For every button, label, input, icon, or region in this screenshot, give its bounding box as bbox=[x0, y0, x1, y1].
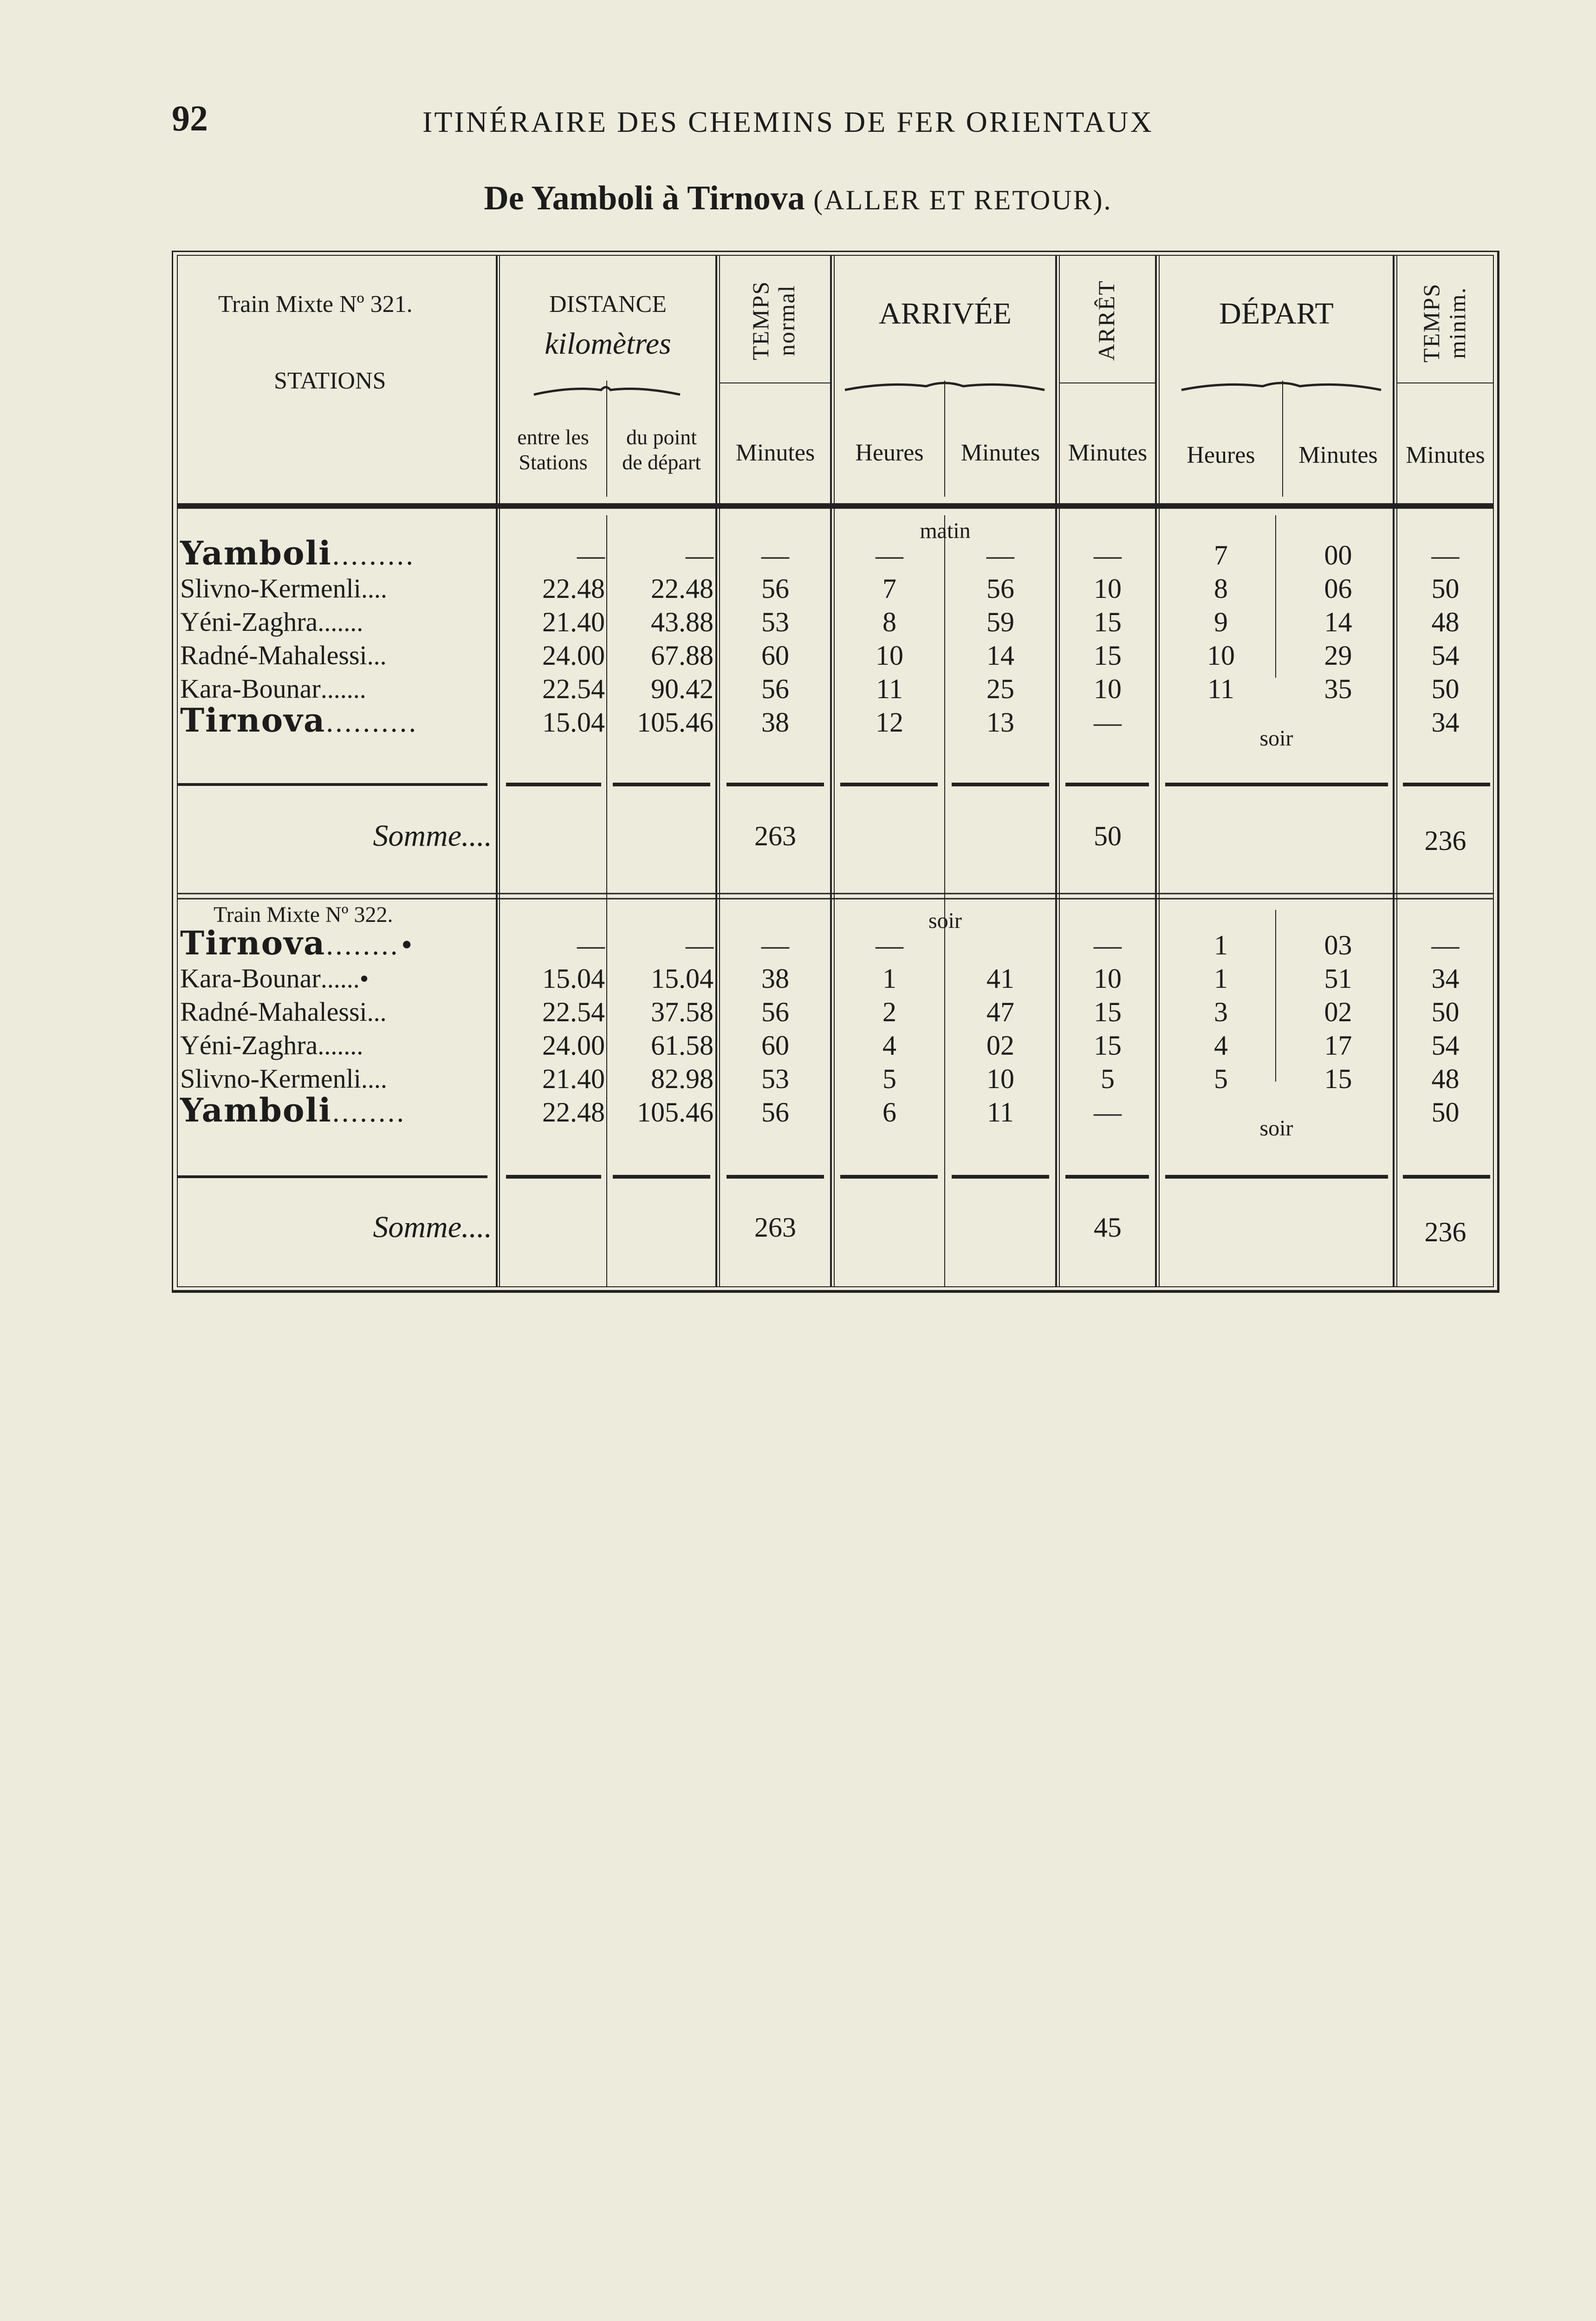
cell-arr-m: 59 bbox=[986, 607, 1014, 637]
cell-arr-m: 02 bbox=[986, 1030, 1014, 1061]
cell-entre: 15.04 bbox=[542, 707, 605, 738]
page-number: 92 bbox=[172, 98, 208, 138]
cell-temps-normal: 53 bbox=[761, 607, 789, 637]
train-321-somme-label: Somme.... bbox=[373, 819, 492, 853]
running-head: ITINÉRAIRE DES CHEMINS DE FER ORIENTAUX bbox=[422, 105, 1154, 138]
temps-normal-minutes-header: Minutes bbox=[735, 440, 815, 466]
cell-arret: — bbox=[1094, 707, 1122, 738]
cell-depuis: 105.46 bbox=[637, 1097, 714, 1128]
station-name: Slivno-Kermenli.... bbox=[180, 573, 387, 603]
cell-temps-normal: 60 bbox=[761, 1030, 789, 1061]
train-321-matin-note: matin bbox=[920, 519, 971, 543]
cell-arr-m: 14 bbox=[986, 640, 1014, 671]
cell-arr-m: 25 bbox=[986, 674, 1014, 704]
cell-arr-h: — bbox=[876, 930, 903, 960]
cell-dep-m: 06 bbox=[1324, 573, 1352, 604]
cell-arr-m: 13 bbox=[986, 707, 1014, 738]
train-321-soir-note: soir bbox=[1259, 726, 1293, 751]
cell-arr-m: — bbox=[986, 540, 1014, 571]
depart-header: DÉPART bbox=[1219, 297, 1334, 331]
arrivee-heures-header: Heures bbox=[855, 440, 924, 466]
train-322-somme-temps-minim: 236 bbox=[1424, 1217, 1466, 1247]
temps-normal-header: TEMPS normal bbox=[747, 280, 799, 360]
timetable bbox=[172, 251, 1499, 1293]
cell-arret: — bbox=[1094, 540, 1122, 571]
cell-arr-m: 47 bbox=[986, 997, 1014, 1027]
train-321-somme-temps-normal: 263 bbox=[754, 821, 796, 851]
cell-temps-normal: 56 bbox=[761, 573, 789, 604]
cell-entre: 24.00 bbox=[542, 640, 605, 671]
cell-dep-m: 17 bbox=[1324, 1030, 1352, 1061]
cell-temps-normal: 38 bbox=[761, 963, 789, 994]
section-title-main: De Yamboli à Tirnova bbox=[484, 179, 805, 217]
cell-dep-m: 29 bbox=[1324, 640, 1352, 671]
temps-minim-minutes-header: Minutes bbox=[1406, 442, 1485, 468]
cell-arr-h: 2 bbox=[882, 997, 896, 1027]
section-title bbox=[0, 179, 1596, 218]
station-name: Radné-Mahalessi... bbox=[180, 640, 387, 670]
cell-entre: 21.40 bbox=[542, 607, 605, 637]
station-name: Yamboli........ bbox=[180, 1091, 406, 1129]
station-name: Radné-Mahalessi... bbox=[180, 997, 387, 1027]
cell-temps-minim: 34 bbox=[1431, 963, 1460, 994]
cell-temps-minim: 50 bbox=[1431, 573, 1460, 604]
cell-temps-minim: — bbox=[1431, 930, 1460, 960]
cell-arret: 5 bbox=[1101, 1063, 1115, 1094]
cell-temps-minim: 48 bbox=[1431, 1063, 1460, 1094]
train-321-somme-temps-minim: 236 bbox=[1424, 825, 1466, 856]
cell-arret: — bbox=[1094, 930, 1122, 960]
train-322-soir-note-depart: soir bbox=[1259, 1116, 1293, 1141]
cell-arr-h: 4 bbox=[882, 1030, 896, 1061]
train-322-somme-temps-normal: 263 bbox=[754, 1212, 796, 1243]
train-322-somme-label: Somme.... bbox=[373, 1210, 492, 1244]
cell-dep-h: 3 bbox=[1214, 997, 1228, 1027]
page-header bbox=[167, 97, 1328, 144]
cell-temps-normal: 56 bbox=[761, 1097, 789, 1128]
arret-header: ARRÊT bbox=[1093, 280, 1119, 361]
cell-depuis: 82.98 bbox=[651, 1063, 714, 1094]
cell-temps-normal: 56 bbox=[761, 997, 789, 1027]
station-name: Tirnova........• bbox=[180, 924, 415, 962]
cell-arr-h: 7 bbox=[882, 573, 896, 604]
cell-entre: — bbox=[577, 540, 605, 571]
train-322-soir-note-arrivee: soir bbox=[928, 908, 962, 933]
cell-depuis: 61.58 bbox=[651, 1030, 714, 1061]
station-name: Yamboli......... bbox=[180, 534, 415, 572]
cell-entre: 22.48 bbox=[542, 573, 605, 604]
cell-depuis: 67.88 bbox=[651, 640, 714, 671]
cell-arret: 10 bbox=[1094, 963, 1122, 994]
cell-dep-h: 10 bbox=[1207, 640, 1235, 671]
cell-temps-normal: 56 bbox=[761, 674, 789, 704]
cell-dep-m: 02 bbox=[1324, 997, 1352, 1027]
station-name: Tirnova.......... bbox=[180, 701, 418, 739]
cell-dep-h: 11 bbox=[1207, 674, 1234, 704]
cell-arr-m: 56 bbox=[986, 573, 1014, 604]
cell-depuis: 105.46 bbox=[637, 707, 714, 738]
cell-arret: 10 bbox=[1094, 674, 1122, 704]
du-point-de-depart-header: du point de départ bbox=[622, 425, 701, 474]
station-name: Kara-Bounar....... bbox=[180, 674, 366, 704]
cell-temps-normal: — bbox=[761, 930, 789, 960]
cell-depuis: 37.58 bbox=[651, 997, 714, 1027]
cell-arr-h: — bbox=[876, 540, 903, 571]
cell-depuis: — bbox=[686, 540, 714, 571]
depart-minutes-header: Minutes bbox=[1298, 442, 1378, 468]
cell-entre: 21.40 bbox=[542, 1063, 605, 1094]
cell-depuis: — bbox=[686, 930, 714, 960]
kilometres-header: kilomètres bbox=[545, 327, 671, 361]
cell-depuis: 90.42 bbox=[651, 674, 714, 704]
cell-arr-m: 10 bbox=[986, 1063, 1014, 1094]
arret-minutes-header: Minutes bbox=[1068, 440, 1148, 466]
cell-dep-h: 1 bbox=[1214, 930, 1228, 960]
cell-temps-minim: 34 bbox=[1431, 707, 1460, 738]
cell-dep-m: 00 bbox=[1324, 540, 1352, 571]
arrivee-header: ARRIVÉE bbox=[879, 297, 1012, 331]
station-name: Yéni-Zaghra....... bbox=[180, 1030, 363, 1060]
cell-temps-normal: 53 bbox=[761, 1063, 789, 1094]
cell-arret: 15 bbox=[1094, 1030, 1122, 1061]
entre-les-stations-header: entre les Stations bbox=[517, 425, 589, 474]
section-title-subtitle: (ALLER ET RETOUR). bbox=[813, 185, 1112, 215]
cell-temps-minim: 50 bbox=[1431, 1097, 1460, 1128]
cell-arr-h: 12 bbox=[876, 707, 903, 738]
cell-entre: 15.04 bbox=[542, 963, 605, 994]
distance-header: DISTANCE bbox=[549, 291, 667, 318]
cell-temps-minim: 50 bbox=[1431, 997, 1460, 1027]
cell-arr-h: 11 bbox=[876, 674, 903, 704]
cell-dep-h: 1 bbox=[1214, 963, 1228, 994]
cell-dep-h: 7 bbox=[1214, 540, 1228, 571]
cell-arret: 15 bbox=[1094, 997, 1122, 1027]
cell-arret: 10 bbox=[1094, 573, 1122, 604]
cell-dep-m: 35 bbox=[1324, 674, 1352, 704]
cell-entre: 24.00 bbox=[542, 1030, 605, 1061]
arrivee-minutes-header: Minutes bbox=[960, 440, 1040, 466]
cell-depuis: 15.04 bbox=[651, 963, 714, 994]
station-name: Slivno-Kermenli.... bbox=[180, 1063, 387, 1094]
train-322-label: Train Mixte Nº 322. bbox=[214, 902, 393, 927]
cell-dep-m: 14 bbox=[1324, 607, 1352, 637]
cell-arr-h: 5 bbox=[882, 1063, 896, 1094]
cell-arr-h: 10 bbox=[876, 640, 903, 671]
temps-minim-header: TEMPS minim. bbox=[1418, 283, 1470, 363]
stations-header: STATIONS bbox=[274, 368, 386, 394]
station-name: Yéni-Zaghra....... bbox=[180, 607, 363, 637]
cell-temps-normal: — bbox=[761, 540, 789, 571]
cell-temps-minim: — bbox=[1431, 540, 1460, 571]
cell-dep-m: 51 bbox=[1324, 963, 1352, 994]
cell-depuis: 22.48 bbox=[651, 573, 714, 604]
train-322-somme-arret: 45 bbox=[1094, 1212, 1122, 1243]
cell-entre: 22.48 bbox=[542, 1097, 605, 1128]
train-321-label: Train Mixte Nº 321. bbox=[218, 291, 413, 318]
cell-arr-m: 11 bbox=[987, 1097, 1014, 1128]
cell-dep-h: 9 bbox=[1214, 607, 1228, 637]
cell-temps-minim: 54 bbox=[1431, 640, 1460, 671]
cell-depuis: 43.88 bbox=[651, 607, 714, 637]
cell-dep-h: 4 bbox=[1214, 1030, 1228, 1061]
cell-dep-h: 5 bbox=[1214, 1063, 1228, 1094]
cell-temps-minim: 50 bbox=[1431, 674, 1460, 704]
cell-temps-normal: 60 bbox=[761, 640, 789, 671]
cell-entre: 22.54 bbox=[542, 674, 605, 704]
cell-arr-m: 41 bbox=[986, 963, 1014, 994]
cell-entre: 22.54 bbox=[542, 997, 605, 1027]
cell-arret: 15 bbox=[1094, 640, 1122, 671]
cell-arr-h: 8 bbox=[882, 607, 896, 637]
train-321-somme-arret: 50 bbox=[1094, 821, 1122, 851]
station-name: Kara-Bounar......• bbox=[180, 963, 369, 993]
cell-dep-h: 8 bbox=[1214, 573, 1228, 604]
cell-temps-minim: 48 bbox=[1431, 607, 1460, 637]
cell-arr-h: 1 bbox=[882, 963, 896, 994]
depart-heures-header: Heures bbox=[1187, 442, 1255, 468]
cell-arret: 15 bbox=[1094, 607, 1122, 637]
cell-arr-h: 6 bbox=[882, 1097, 896, 1128]
cell-dep-m: 03 bbox=[1324, 930, 1352, 960]
cell-temps-normal: 38 bbox=[761, 707, 789, 738]
cell-dep-m: 15 bbox=[1324, 1063, 1352, 1094]
cell-temps-minim: 54 bbox=[1431, 1030, 1460, 1061]
cell-arret: — bbox=[1094, 1097, 1122, 1128]
cell-entre: — bbox=[577, 930, 605, 960]
